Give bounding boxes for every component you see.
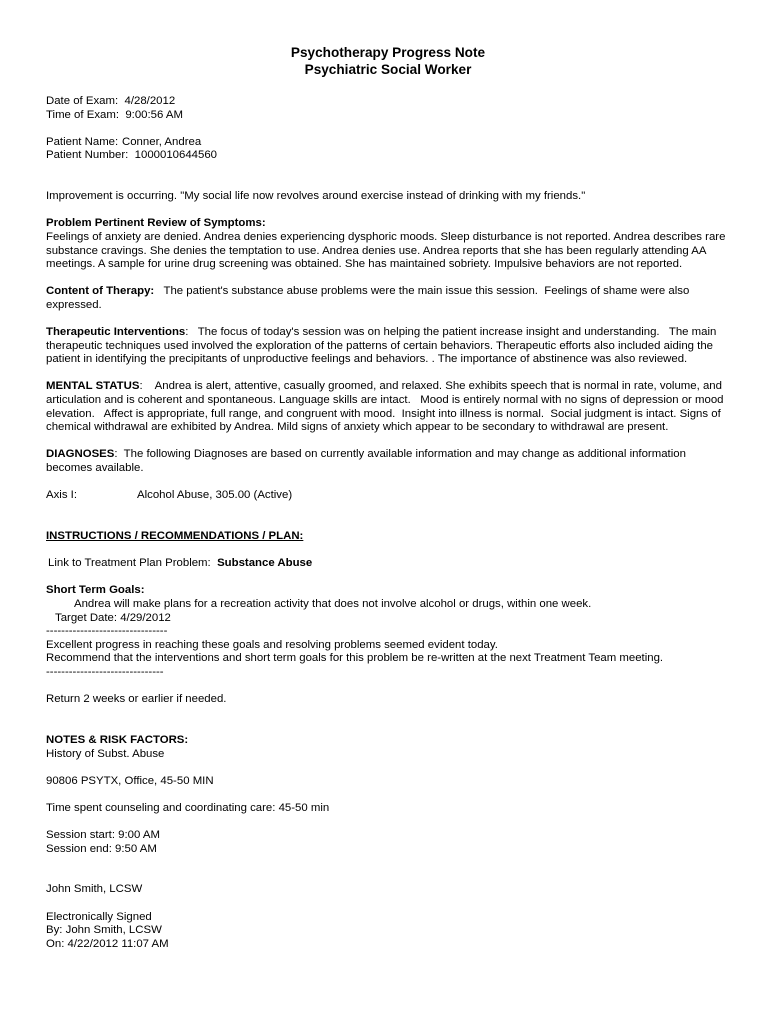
mental-status-line: elevation. Affect is appropriate, full range, and congruent with mood. Insight into illness is normal. Social judgment is intact. Signs of (46, 407, 721, 420)
target-date: Target Date: 4/29/2012 (55, 611, 171, 624)
notes-heading: NOTES & RISK FACTORS: (46, 733, 189, 746)
progress-line: Recommend that the interventions and short term goals for this problem be re-written at the next Treatment Team meeting. (46, 652, 664, 665)
symptoms-line: substance cravings. She denies the temptation to use. Andrea denies use. Andrea reports that she has been regularly attending AA (46, 244, 707, 257)
diagnoses-line: becomes available. (46, 462, 144, 475)
diagnoses-section (46, 448, 730, 502)
treatment-link-label: Link to Treatment Plan Problem: (48, 557, 211, 570)
axis-value: Alcohol Abuse, 305.00 (Active) (137, 489, 293, 502)
interventions-line: therapeutic techniques used involved the exploration of the patterns of certain behaviors. Therapeutic efforts also included aiding the (46, 339, 713, 352)
progress-line: Excellent progress in reaching these goals and resolving problems seemed evident today. (46, 638, 498, 651)
document-title: Psychotherapy Progress Note (290, 45, 486, 60)
mental-status-section (46, 380, 730, 434)
plan-heading: INSTRUCTIONS / RECOMMENDATIONS / PLAN: (46, 530, 304, 542)
separator-line: ------------------------------- (46, 665, 164, 678)
signed-status: Electronically Signed (46, 910, 152, 923)
document-subtitle: Psychiatric Social Worker (304, 62, 472, 77)
interventions-label: Therapeutic Interventions (46, 326, 186, 339)
improvement-statement: Improvement is occurring. "My social life now revolves around exercise instead of drinking with my friends." (46, 190, 586, 203)
notes-section (46, 734, 730, 856)
clinician-name: John Smith, LCSW (46, 883, 143, 896)
exam-time-label: Time of Exam: (46, 108, 119, 121)
axis-label: Axis I: (46, 489, 78, 502)
short-term-goals-heading: Short Term Goals: (46, 584, 145, 597)
exam-info (46, 95, 730, 122)
exam-time: 9:00:56 AM (125, 108, 183, 121)
document-header (46, 44, 730, 78)
short-term-goal: Andrea will make plans for a recreation activity that does not involve alcohol or drugs, within one week. (74, 597, 592, 610)
signature-block (46, 883, 730, 951)
symptoms-section (46, 217, 730, 271)
interventions-line: patient in identifying the precipitants of unproductive feelings and behaviors. . The importance of abstinence was also reviewed. (46, 353, 688, 366)
exam-date-label: Date of Exam: (46, 95, 119, 107)
mental-status-line: chemical withdrawal are exhibited by Andrea. Mild signs of anxiety which appear to be secondary to withdrawal are present. (46, 421, 669, 434)
diagnoses-label: DIAGNOSES (46, 448, 115, 461)
content-of-therapy-line: expressed. (46, 298, 102, 311)
session-end: Session end: 9:50 AM (46, 842, 157, 855)
interventions-section (46, 326, 730, 367)
patient-number-label: Patient Number: (46, 149, 129, 162)
mental-status-text: : Andrea is alert, attentive, casually groomed, and relaxed. She exhibits speech that is normal in rate, volume, and (139, 380, 722, 393)
symptoms-line: Feelings of anxiety are denied. Andrea denies experiencing dysphoric moods. Sleep disturbance is not reported. Andrea describes rare (46, 230, 726, 243)
content-of-therapy-label: Content of Therapy: (46, 285, 155, 298)
billing-code: 90806 PSYTX, Office, 45-50 MIN (46, 774, 214, 787)
plan-section (46, 530, 730, 707)
patient-name-label: Patient Name: (46, 135, 119, 148)
notes-history: History of Subst. Abuse (46, 747, 165, 760)
session-start: Session start: 9:00 AM (46, 829, 160, 842)
signed-on: On: 4/22/2012 11:07 AM (46, 937, 169, 950)
patient-name: Conner, Andrea (122, 135, 202, 148)
mental-status-label: MENTAL STATUS (46, 380, 140, 393)
patient-info (46, 136, 730, 163)
signed-by: By: John Smith, LCSW (46, 924, 162, 937)
symptoms-heading: Problem Pertinent Review of Symptoms: (46, 217, 266, 230)
content-of-therapy-text: The patient's substance abuse problems were the main issue this session. Feelings of shame were also (154, 285, 690, 298)
separator-line: -------------------------------- (46, 625, 168, 638)
time-spent: Time spent counseling and coordinating care: 45-50 min (46, 801, 330, 814)
treatment-link-value: Substance Abuse (217, 557, 313, 570)
interventions-text: : The focus of today's session was on helping the patient increase insight and understanding. The main (185, 326, 717, 339)
content-of-therapy-section (46, 285, 730, 312)
exam-date: 4/28/2012 (124, 95, 176, 107)
symptoms-line: meetings. A sample for urine drug screening was obtained. She has maintained sobriety. Impulsive behaviors are not reported. (46, 258, 683, 271)
axis-row (46, 489, 730, 503)
diagnoses-text: : The following Diagnoses are based on currently available information and may change as additional information (114, 448, 686, 461)
mental-status-line: articulation and is coherent and spontaneous. Language skills are intact. Mood is entirely normal with no signs of depression or mood (46, 394, 724, 407)
return-instruction: Return 2 weeks or earlier if needed. (46, 693, 227, 706)
patient-number: 1000010644560 (134, 149, 218, 162)
